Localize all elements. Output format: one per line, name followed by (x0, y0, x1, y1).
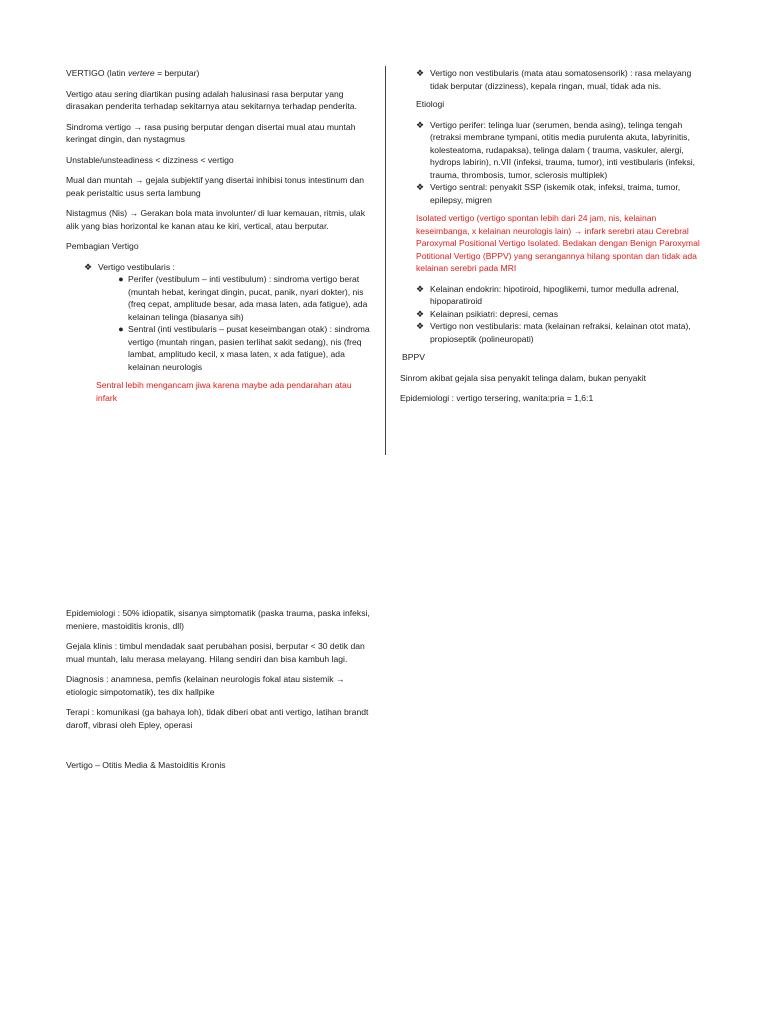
diamond-bullet-icon: ❖ (84, 261, 93, 272)
list-item-nonvest-mata (416, 320, 700, 345)
bottom-section (66, 607, 378, 780)
list-item-label: Kelainan endokrin: hipotiroid, hipoglikemi, tumor medulla adrenal, hipoparatiroid (430, 283, 679, 306)
paragraph-terapi: Terapi : komunikasi (ga bahaya loh), tidak diberi obat anti vertigo, latihan brandt daroff, vibrasi oleh Epley, operasi (66, 707, 369, 730)
title-prefix: VERTIGO (latin (66, 68, 128, 78)
diamond-bullet-icon: ❖ (416, 182, 425, 192)
doc-title (66, 67, 374, 80)
dot-bullet-icon: ● (118, 324, 124, 334)
list-item-psikiatri (416, 308, 700, 321)
diamond-bullet-icon: ❖ (416, 68, 425, 78)
paragraph-mual: Mual dan muntah → gejala subjektif yang disertai inhibisi tonus intestinum dan peak peristaltic usus serta lambung (66, 175, 365, 198)
list-item-label: Vertigo perifer: telinga luar (serumen, benda asing), telinga tengah (retraksi membrane tympani, otitis media purulenta akuta, labyrinitis, kolesteatoma, rudapaksa), telinga dalam ( trauma, vaskuler, alergi, hydrops labirin), n.VII (infeksi, trauma, tumor), inti vestibularis (infeksi, trauma, thrombosis, tumor, sclerosis multiplek) (430, 119, 696, 180)
bppv-heading: BPPV (402, 352, 425, 362)
list-item-label: Vertigo non vestibularis: mata (kelainan refraksi, kelainan otot mata), propioseptik (polineuropati) (430, 321, 691, 344)
list-item-etio-perifer (416, 119, 700, 182)
etiologi-heading: Etiologi (416, 99, 445, 109)
paragraph-sinrom: Sinrom akibat gejala sisa penyakit telinga dalam, bukan penyakit (400, 372, 647, 383)
red-block-isolated: Isolated vertigo (vertigo spontan lebih dari 24 jam, nis, kelainan keseimbanga, x kelainan neurologis lain) → infark serebri atau Cerebral Paroxymal Positional Vertigo Isolated. Bedakan dengan Benign Paroxymal Potitional Vertigo (BPPV) yang serangannya hilang spontan dan tidak ada kelainan serebri pada MRI (416, 213, 700, 273)
title-suffix: = berputar) (154, 68, 200, 78)
dot-bullet-icon: ● (118, 274, 124, 284)
diamond-bullet-icon: ❖ (416, 308, 425, 319)
paragraph-epidemiologi-bppv: Epidemiologi : 50% idiopatik, sisanya simptomatik (paska trauma, paska infeksi, meniere, mastoiditis kronis, dll) (66, 608, 370, 631)
paragraph-nistagmus: Nistagmus (Nis) → Gerakan bola mata involunter/ di luar kemauan, ritmis, ulak alik yang bias horizontal ke kanan atau ke kiri, vertical, atau berputar. (66, 208, 365, 231)
red-note-sentral: Sentral lebih mengancam jiwa karena maybe ada pendarahan atau infark (96, 380, 352, 403)
list-item-label: Vertigo vestibularis : (98, 261, 175, 272)
paragraph-unstable: Unstable/unsteadiness < dizziness < vertigo (66, 154, 234, 165)
paragraph-diagnosis: Diagnosis : anamnesa, pemfis (kelainan neurologis fokal atau sistemik → etiologic simpotomatik), tes dix hallpike (66, 674, 345, 697)
paragraph-sindroma: Sindroma vertigo → rasa pusing berputar dengan disertai mual atau muntah keringat dingin, dan nystagmus (66, 121, 356, 144)
list-item-vestibularis (84, 261, 374, 274)
diamond-bullet-icon: ❖ (416, 119, 425, 130)
list-item-label: Perifer (vestibulum – inti vestibulum) : sindroma vertigo berat (muntah hebat, keringat dingin, pucat, panik, nyari dokter), nis (freq cepat, amplitude besar, ada masa laten, ada fatigue), ada kelainan telinga (biasanya sih) (128, 274, 368, 322)
list-item-perifer (114, 273, 374, 323)
list-item-label: Vertigo non vestibularis (mata atau somatosensorik) : rasa melayang tidak berputar (dizziness), kepala ringan, mual, tidak ada nis. (430, 68, 692, 91)
list-item-label: Kelainan psikiatri: depresi, cemas (430, 308, 559, 319)
left-column (66, 67, 374, 412)
list-item-endokrin (416, 283, 700, 308)
diamond-bullet-icon: ❖ (416, 321, 425, 331)
section-heading-otitis: Vertigo – Otitis Media & Mastoiditis Kronis (66, 760, 226, 770)
paragraph-gejala: Gejala klinis : timbul mendadak saat perubahan posisi, berputar < 30 detik dan mual muntah, lalu merasa melayang. Hilang sendiri dan bisa kambuh lagi. (66, 641, 365, 664)
diamond-bullet-icon: ❖ (416, 283, 425, 294)
paragraph-pembagian: Pembagian Vertigo (66, 241, 139, 251)
right-column (400, 67, 700, 413)
column-divider (385, 66, 386, 455)
list-item-etio-sentral (416, 181, 700, 206)
paragraph-definition: Vertigo atau sering diartikan pusing adalah halusinasi rasa berputar yang dirasakan penderita terhadap sekitarnya atau sekitarnya terhadap penderita. (66, 88, 357, 111)
list-item-label: Vertigo sentral: penyakit SSP (iskemik otak, infeksi, traima, tumor, epilepsy, migren (430, 182, 681, 205)
list-item-nonvest (416, 67, 700, 92)
list-item-sentral (114, 323, 374, 373)
list-item-label: Sentral (inti vestibularis – pusat keseimbangan otak) : sindroma vertigo (muntah ringan, pasien terlihat sakit sedang), nis (freq lambat, amplitudo kecil, x masa laten, x ada fatigue), ada kelainan neurologis (128, 324, 370, 372)
title-italic: vertere (127, 68, 155, 78)
paragraph-epidemiologi: Epidemiologi : vertigo tersering, wanita:pria = 1,6:1 (400, 393, 594, 403)
